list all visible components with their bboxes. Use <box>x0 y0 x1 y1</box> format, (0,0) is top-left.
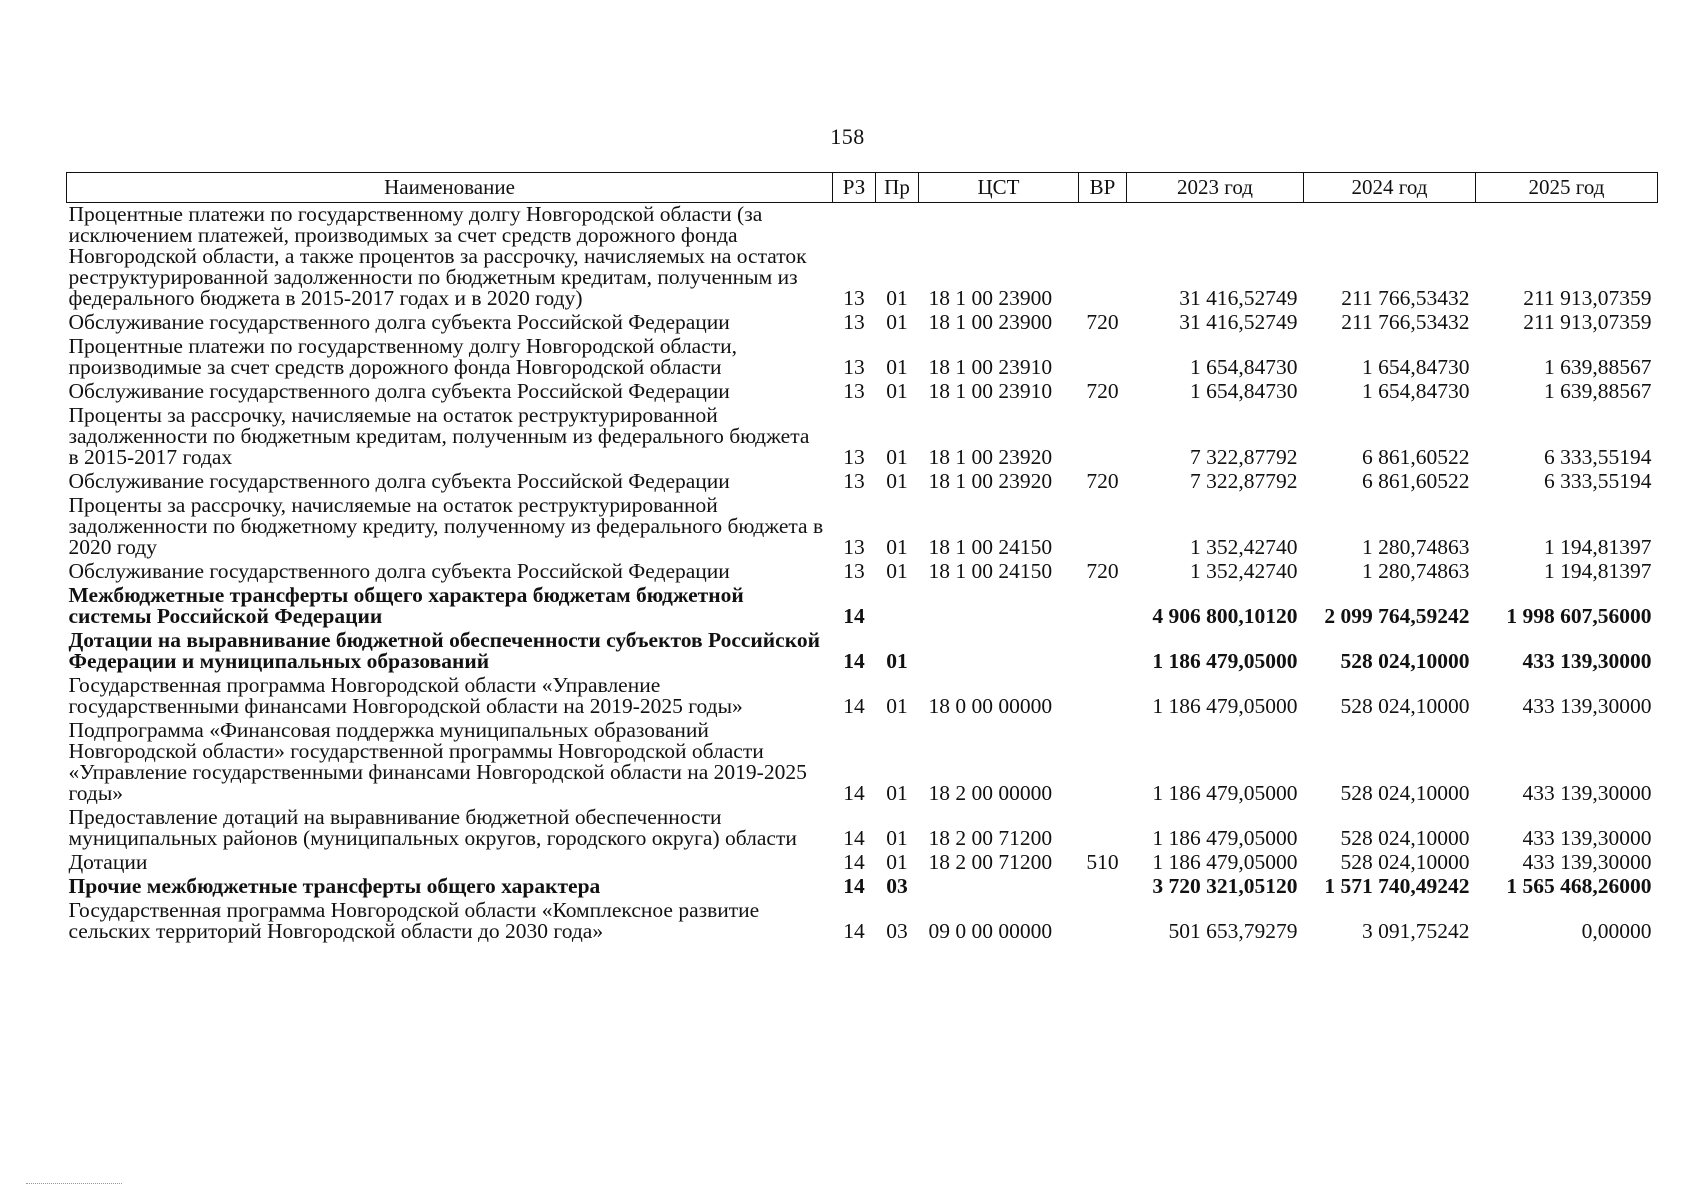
cell-2025: 0,00000 <box>1581 919 1652 943</box>
cell-2023: 1 186 479,05000 <box>1152 781 1298 805</box>
cell-cst: 18 2 00 00000 <box>928 781 1053 805</box>
cell-2023: 1 186 479,05000 <box>1152 826 1298 850</box>
cell-vr: 720 <box>1086 379 1119 403</box>
cell-2024: 6 861,60522 <box>1362 469 1470 493</box>
cell-pr: 01 <box>886 694 908 718</box>
cell-name: Проценты за рассрочку, начисляемые на остаток реструктурированной задолженности по бюджетному кредиту, полученному из федерального бюджета в 2020 году <box>68 493 824 559</box>
cell-name: Государственная программа Новгородской области «Комплексное развитие сельских территорий Новгородской области до 2030 года» <box>68 898 760 943</box>
cell-rz: 14 <box>843 649 865 673</box>
cell-rz: 13 <box>843 355 865 379</box>
cell-rz: 14 <box>843 694 865 718</box>
cell-2023: 1 186 479,05000 <box>1152 649 1298 673</box>
cell-2023: 7 322,87792 <box>1190 445 1298 469</box>
cell-name: Процентные платежи по государственному долгу Новгородской области, производимые за счет средств дорожного фонда Новгородской области <box>68 334 738 379</box>
cell-2025: 433 139,30000 <box>1522 826 1652 850</box>
cell-pr: 01 <box>886 445 908 469</box>
cell-2025: 1 194,81397 <box>1544 559 1652 583</box>
table-row <box>67 311 1658 335</box>
cell-rz: 13 <box>843 469 865 493</box>
cell-cst <box>919 875 1079 899</box>
cell-rz: 13 <box>843 379 865 403</box>
cell-pr: 01 <box>886 469 908 493</box>
header-name: Наименование <box>67 173 833 203</box>
footer-scan-mark <box>26 1183 122 1184</box>
cell-2023: 1 352,42740 <box>1190 559 1298 583</box>
table-row <box>67 875 1658 899</box>
cell-name: Дотации на выравнивание бюджетной обеспеченности субъектов Российской Федерации и муниципальных образований <box>68 628 820 673</box>
cell-pr: 03 <box>886 919 908 943</box>
cell-rz: 14 <box>843 850 865 874</box>
budget-table-container <box>66 172 1657 944</box>
cell-pr: 01 <box>886 286 908 310</box>
cell-name: Обслуживание государственного долга субъекта Российской Федерации <box>68 469 730 493</box>
cell-rz: 14 <box>843 919 865 943</box>
cell-cst: 18 1 00 24150 <box>928 559 1053 583</box>
cell-2024: 528 024,10000 <box>1340 781 1470 805</box>
budget-table <box>66 172 1658 944</box>
cell-2023: 1 186 479,05000 <box>1152 694 1298 718</box>
header-2024: 2024 год <box>1304 173 1476 203</box>
cell-2024: 528 024,10000 <box>1340 649 1470 673</box>
cell-cst: 09 0 00 00000 <box>928 919 1053 943</box>
cell-2023: 1 186 479,05000 <box>1152 850 1298 874</box>
table-row <box>67 629 1658 674</box>
cell-pr <box>876 584 919 629</box>
cell-pr: 01 <box>886 355 908 379</box>
cell-2024: 211 766,53432 <box>1341 310 1470 334</box>
cell-2023: 1 352,42740 <box>1190 535 1298 559</box>
cell-2025: 1 194,81397 <box>1544 535 1652 559</box>
cell-rz: 13 <box>843 535 865 559</box>
cell-vr: 720 <box>1086 469 1119 493</box>
cell-vr <box>1079 494 1127 560</box>
cell-pr: 01 <box>886 649 908 673</box>
cell-vr <box>1079 806 1127 851</box>
cell-name: Обслуживание государственного долга субъекта Российской Федерации <box>68 379 730 403</box>
cell-name: Обслуживание государственного долга субъекта Российской Федерации <box>68 559 730 583</box>
cell-name: Прочие межбюджетные трансферты общего характера <box>68 874 601 898</box>
cell-vr <box>1079 899 1127 944</box>
table-row <box>67 560 1658 584</box>
cell-2024: 528 024,10000 <box>1340 826 1470 850</box>
cell-vr <box>1079 203 1127 312</box>
cell-rz: 14 <box>843 781 865 805</box>
table-row <box>67 470 1658 494</box>
cell-rz: 13 <box>843 559 865 583</box>
cell-2024: 211 766,53432 <box>1341 286 1470 310</box>
cell-2024: 1 571 740,49242 <box>1324 874 1470 898</box>
cell-vr <box>1079 719 1127 806</box>
cell-2025: 1 639,88567 <box>1544 355 1652 379</box>
table-row <box>67 584 1658 629</box>
cell-2024: 528 024,10000 <box>1340 694 1470 718</box>
table-row <box>67 674 1658 719</box>
table-row <box>67 806 1658 851</box>
cell-2023: 1 654,84730 <box>1190 379 1298 403</box>
cell-2024: 1 280,74863 <box>1362 559 1470 583</box>
table-header-row <box>67 173 1658 203</box>
cell-name: Обслуживание государственного долга субъекта Российской Федерации <box>68 310 730 334</box>
cell-cst: 18 1 00 23900 <box>928 310 1053 334</box>
cell-2024: 1 654,84730 <box>1362 355 1470 379</box>
header-vr: ВР <box>1079 173 1127 203</box>
cell-2024: 3 091,75242 <box>1362 919 1470 943</box>
cell-name: Подпрограмма «Финансовая поддержка муниципальных образований Новгородской области» государственной программы Новгородской области «Управление государственными финансами Новгородской области на 2019-2025 годы» <box>68 718 807 805</box>
cell-pr: 01 <box>886 535 908 559</box>
page-number: 158 <box>830 124 865 149</box>
cell-pr: 01 <box>886 826 908 850</box>
header-2023: 2023 год <box>1127 173 1304 203</box>
cell-cst: 18 2 00 71200 <box>928 826 1053 850</box>
cell-2025: 1 998 607,56000 <box>1506 604 1652 628</box>
cell-rz: 14 <box>843 604 865 628</box>
cell-vr <box>1079 584 1127 629</box>
cell-2025: 433 139,30000 <box>1522 850 1652 874</box>
cell-2025: 433 139,30000 <box>1522 694 1652 718</box>
cell-cst: 18 1 00 23900 <box>928 286 1053 310</box>
header-pr: Пр <box>876 173 919 203</box>
cell-2023: 501 653,79279 <box>1168 919 1298 943</box>
header-2025: 2025 год <box>1476 173 1658 203</box>
cell-2025: 211 913,07359 <box>1523 286 1652 310</box>
cell-2025: 1 565 468,26000 <box>1506 874 1652 898</box>
table-row <box>67 494 1658 560</box>
cell-2023: 1 654,84730 <box>1190 355 1298 379</box>
cell-cst: 18 2 00 71200 <box>928 850 1053 874</box>
cell-cst: 18 1 00 23920 <box>928 445 1053 469</box>
cell-vr <box>1079 875 1127 899</box>
cell-2025: 211 913,07359 <box>1523 310 1652 334</box>
cell-cst: 18 1 00 23910 <box>928 379 1053 403</box>
cell-vr: 720 <box>1086 310 1119 334</box>
cell-pr: 01 <box>886 379 908 403</box>
cell-2025: 6 333,55194 <box>1544 469 1652 493</box>
cell-2023: 4 906 800,10120 <box>1152 604 1298 628</box>
cell-cst: 18 1 00 24150 <box>928 535 1053 559</box>
cell-2025: 1 639,88567 <box>1544 379 1652 403</box>
cell-rz: 14 <box>843 874 865 898</box>
cell-vr <box>1079 335 1127 380</box>
cell-cst: 18 0 00 00000 <box>928 694 1053 718</box>
cell-name: Дотации <box>68 850 148 874</box>
cell-cst <box>919 629 1079 674</box>
cell-name: Проценты за рассрочку, начисляемые на остаток реструктурированной задолженности по бюджетным кредитам, полученным из федерального бюджета в 2015-2017 годах <box>68 403 810 469</box>
cell-rz: 13 <box>843 310 865 334</box>
table-row <box>67 203 1658 312</box>
table-row <box>67 404 1658 470</box>
cell-cst: 18 1 00 23920 <box>928 469 1053 493</box>
cell-2023: 31 416,52749 <box>1179 286 1298 310</box>
cell-2025: 6 333,55194 <box>1544 445 1652 469</box>
table-row <box>67 380 1658 404</box>
cell-vr <box>1079 674 1127 719</box>
cell-name: Процентные платежи по государственному долгу Новгородской области (за исключением платежей, производимых за счет средств дорожного фонда Новгородской области, а также процентов за рассрочку, начисляемых на остаток реструктурированной задолженности по бюджетным кредитам, полученным из федерального бюджета в 2015-2017 годах и в 2020 году) <box>68 202 807 310</box>
cell-2024: 1 280,74863 <box>1362 535 1470 559</box>
cell-pr: 01 <box>886 850 908 874</box>
table-row <box>67 899 1658 944</box>
cell-vr: 720 <box>1086 559 1119 583</box>
cell-rz: 13 <box>843 286 865 310</box>
table-row <box>67 335 1658 380</box>
header-rz: РЗ <box>833 173 876 203</box>
cell-2024: 2 099 764,59242 <box>1324 604 1470 628</box>
cell-2023: 31 416,52749 <box>1179 310 1298 334</box>
cell-2025: 433 139,30000 <box>1522 649 1652 673</box>
table-header <box>67 173 1658 203</box>
cell-2023: 3 720 321,05120 <box>1152 874 1298 898</box>
cell-pr: 01 <box>886 781 908 805</box>
cell-2024: 528 024,10000 <box>1340 850 1470 874</box>
cell-rz: 14 <box>843 826 865 850</box>
cell-rz: 13 <box>843 445 865 469</box>
cell-2025: 433 139,30000 <box>1522 781 1652 805</box>
cell-pr: 01 <box>886 310 908 334</box>
cell-2024: 1 654,84730 <box>1362 379 1470 403</box>
header-cst: ЦСТ <box>919 173 1079 203</box>
table-body <box>67 203 1658 945</box>
cell-vr: 510 <box>1086 850 1119 874</box>
cell-name: Межбюджетные трансферты общего характера бюджетам бюджетной системы Российской Федерации <box>68 583 744 628</box>
table-row <box>67 851 1658 875</box>
cell-cst <box>919 584 1079 629</box>
cell-pr: 01 <box>886 559 908 583</box>
cell-2023: 7 322,87792 <box>1190 469 1298 493</box>
cell-vr <box>1079 629 1127 674</box>
cell-vr <box>1079 404 1127 470</box>
table-row <box>67 719 1658 806</box>
cell-name: Государственная программа Новгородской области «Управление государственными финансами Новгородской области на 2019-2025 годы» <box>68 673 743 718</box>
cell-pr: 03 <box>886 874 908 898</box>
cell-name: Предоставление дотаций на выравнивание бюджетной обеспеченности муниципальных районов (муниципальных округов, городского округа) области <box>68 805 797 850</box>
cell-2024: 6 861,60522 <box>1362 445 1470 469</box>
cell-cst: 18 1 00 23910 <box>928 355 1053 379</box>
